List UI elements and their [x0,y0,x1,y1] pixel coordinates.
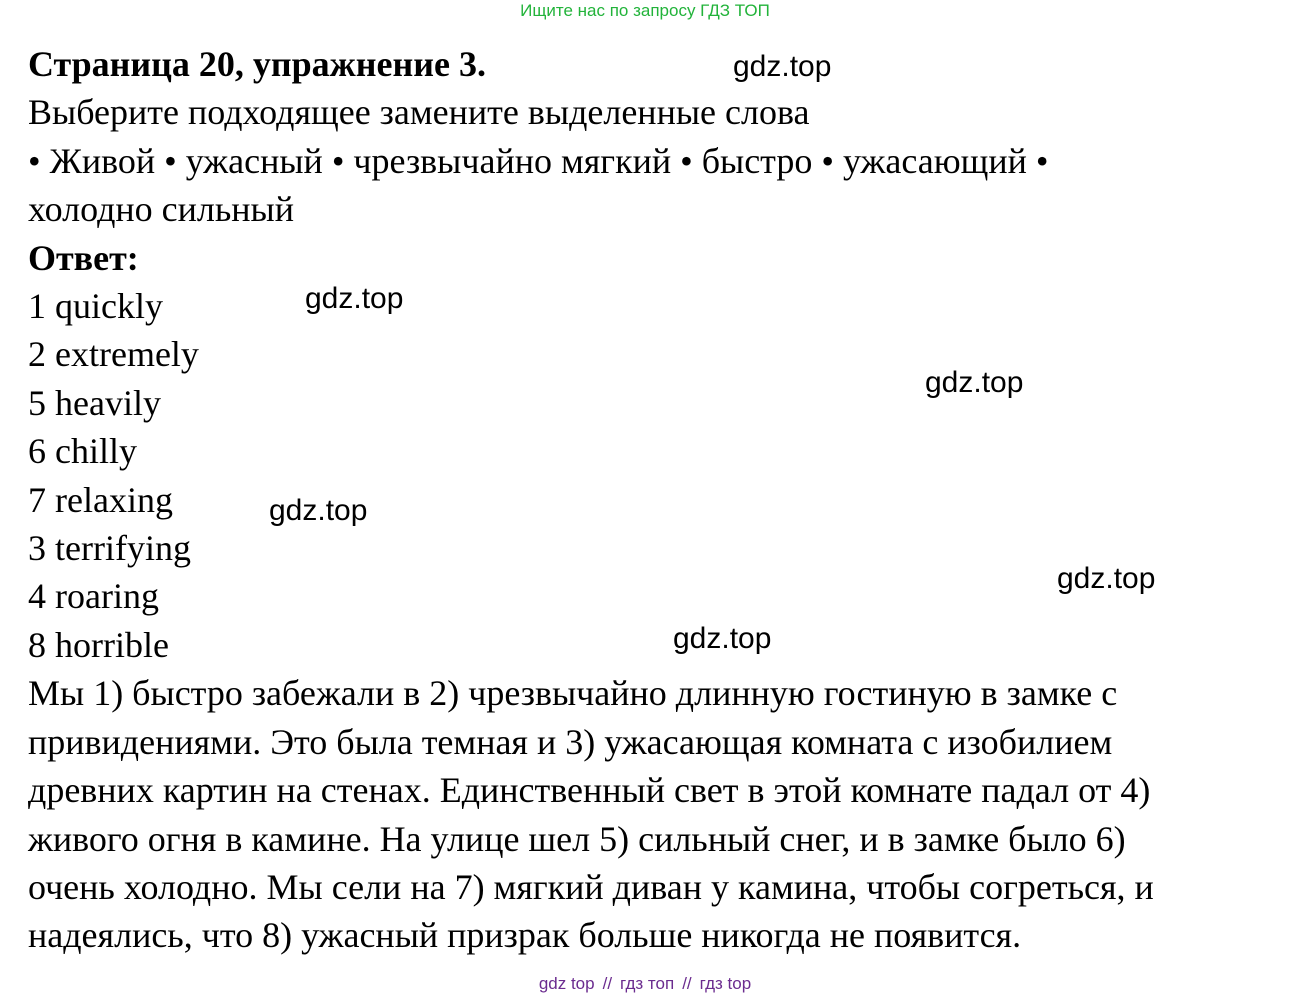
top-banner: Ищите нас по запросу ГДЗ ТОП [520,1,770,20]
answer-item: 3 terrifying [28,528,191,569]
paragraph-line: привидениями. Это была темная и 3) ужасающая комната с изобилием [28,721,1113,762]
paragraph-line: древних картин на стенах. Единственный свет в этой комнате падал от 4) [28,770,1151,811]
task-instruction: Выберите подходящее замените выделенные слова [28,92,810,133]
answer-item: 4 roaring [28,576,159,617]
document-content [28,40,1268,960]
answer-paragraph [28,669,1268,959]
footer-link[interactable]: гдз топ [620,974,675,993]
paragraph-line: очень холодно. Мы сели на 7) мягкий диван у камина, чтобы согреться, и [28,866,1154,907]
answer-item: 1 quickly [28,286,163,327]
task-word-list: • Живой • ужасный • чрезвычайно мягкий • быстро • ужасающий • [28,140,1049,181]
watermark: gdz.top [673,622,772,655]
answer-item: 2 extremely [28,334,199,375]
answer-item: 7 relaxing [28,479,173,520]
answer-item: 6 chilly [28,431,137,472]
footer-links [0,972,1290,996]
watermark: gdz.top [305,282,404,315]
paragraph-line: Мы 1) быстро забежали в 2) чрезвычайно длинную гостиную в замке с [28,673,1118,714]
answer-item: 5 heavily [28,382,161,423]
paragraph-line: надеялись, что 8) ужасный призрак больше никогда не появится. [28,915,1022,956]
watermark: gdz.top [733,50,832,83]
footer-separator: // [682,974,692,993]
answer-label: Ответ: [28,237,139,278]
footer-link[interactable]: gdz top [538,974,595,993]
task-word-list-continued: холодно сильный [28,189,295,230]
answer-item: 8 horrible [28,624,169,665]
watermark: gdz.top [269,494,368,527]
footer-link[interactable]: гдз top [699,974,752,993]
watermark: gdz.top [925,366,1024,399]
watermark: gdz.top [1057,562,1156,595]
page-title: Страница 20, упражнение 3. [28,44,486,84]
footer-separator: // [602,974,613,993]
paragraph-line: живого огня в камине. На улице шел 5) сильный снег, и в замке было 6) [28,818,1126,859]
